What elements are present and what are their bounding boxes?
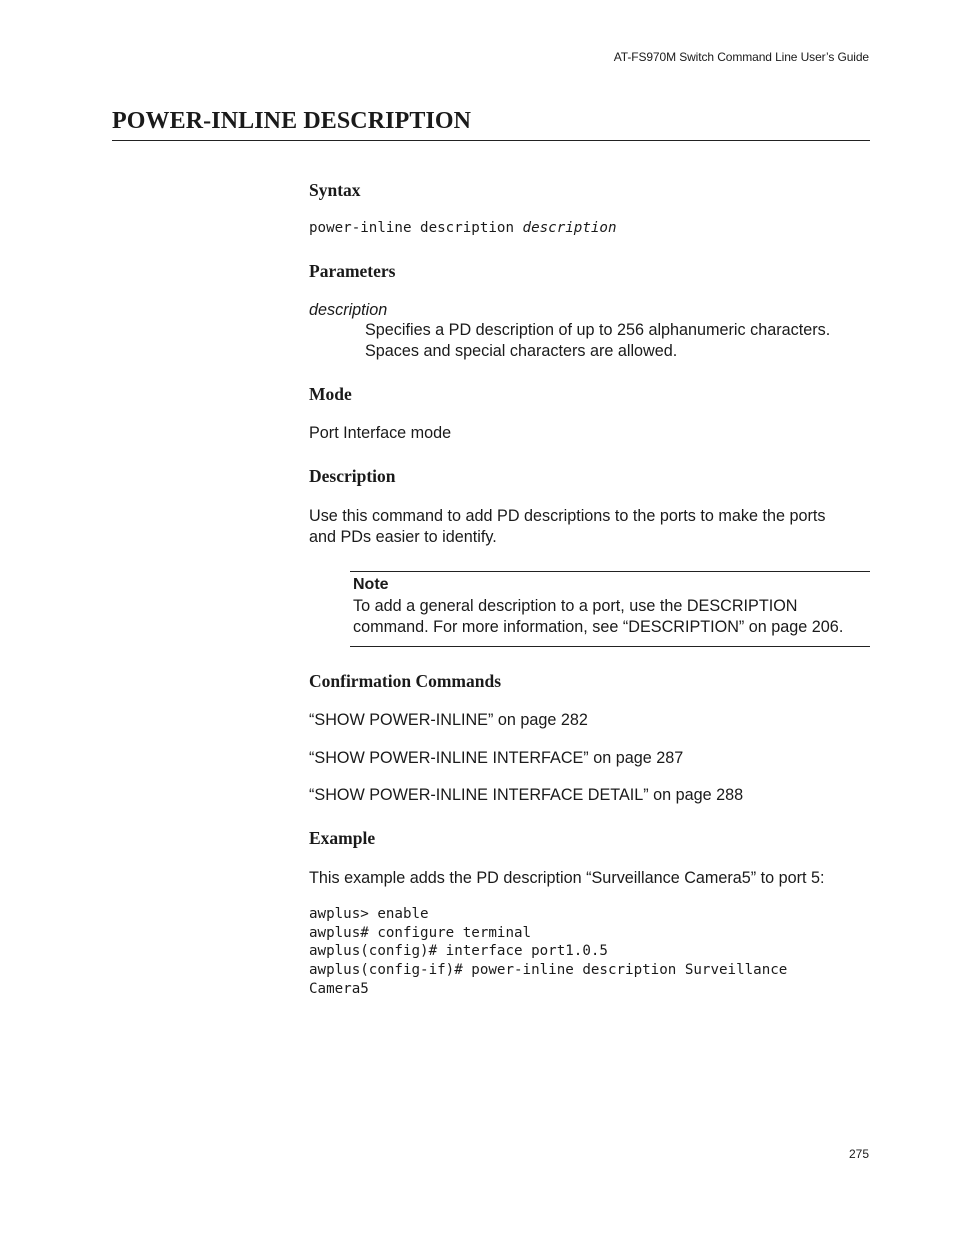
code-line: awplus# configure terminal <box>309 924 532 941</box>
confirmation-link-show-power-inline-interface-detail[interactable]: “SHOW POWER-INLINE INTERFACE DETAIL” on page 288 <box>309 786 744 804</box>
confirmation-heading: Confirmation Commands <box>309 671 502 691</box>
code-line: awplus> enable <box>309 906 429 922</box>
description-line: and PDs easier to identify. <box>309 527 497 546</box>
code-line: awplus(config-if)# power-inline description Surveillance <box>309 962 788 979</box>
title-rule <box>112 140 870 141</box>
description-line: Use this command to add PD descriptions to the ports to make the ports <box>309 507 826 525</box>
syntax-command-text: power-inline description <box>309 220 523 236</box>
confirmation-link-show-power-inline[interactable]: “SHOW POWER-INLINE” on page 282 <box>309 711 588 729</box>
syntax-command <box>309 219 617 238</box>
note-line: To add a general description to a port, use the DESCRIPTION <box>353 597 798 615</box>
code-line: Camera5 <box>309 980 369 997</box>
parameters-heading: Parameters <box>309 261 396 281</box>
note-line: command. For more information, see “DESCRIPTION” on page 206. <box>353 617 844 636</box>
param-desc-description <box>365 320 870 362</box>
note-box <box>350 571 870 647</box>
code-line: awplus(config)# interface port1.0.5 <box>309 943 608 960</box>
syntax-argument: description <box>522 220 617 236</box>
confirmation-link-show-power-inline-interface[interactable]: “SHOW POWER-INLINE INTERFACE” on page 287 <box>309 749 684 767</box>
description-text <box>309 506 825 547</box>
note-text <box>353 596 873 637</box>
example-heading: Example <box>309 828 376 848</box>
page-number: 275 <box>848 1147 869 1161</box>
running-header: AT-FS970M Switch Command Line User’s Guide <box>613 50 869 64</box>
page-title: POWER-INLINE DESCRIPTION <box>112 108 472 134</box>
mode-text: Port Interface mode <box>309 424 452 442</box>
syntax-heading: Syntax <box>309 180 361 200</box>
note-label: Note <box>353 576 389 593</box>
mode-heading: Mode <box>309 384 352 404</box>
param-desc-line: Spaces and special characters are allowed. <box>365 342 678 360</box>
example-intro: This example adds the PD description “Surveillance Camera5” to port 5: <box>309 869 825 887</box>
param-name-description: description <box>309 301 388 319</box>
description-heading: Description <box>309 466 396 486</box>
param-desc-line: Specifies a PD description of up to 256 alphanumeric characters. <box>365 321 831 339</box>
example-code <box>309 905 787 999</box>
